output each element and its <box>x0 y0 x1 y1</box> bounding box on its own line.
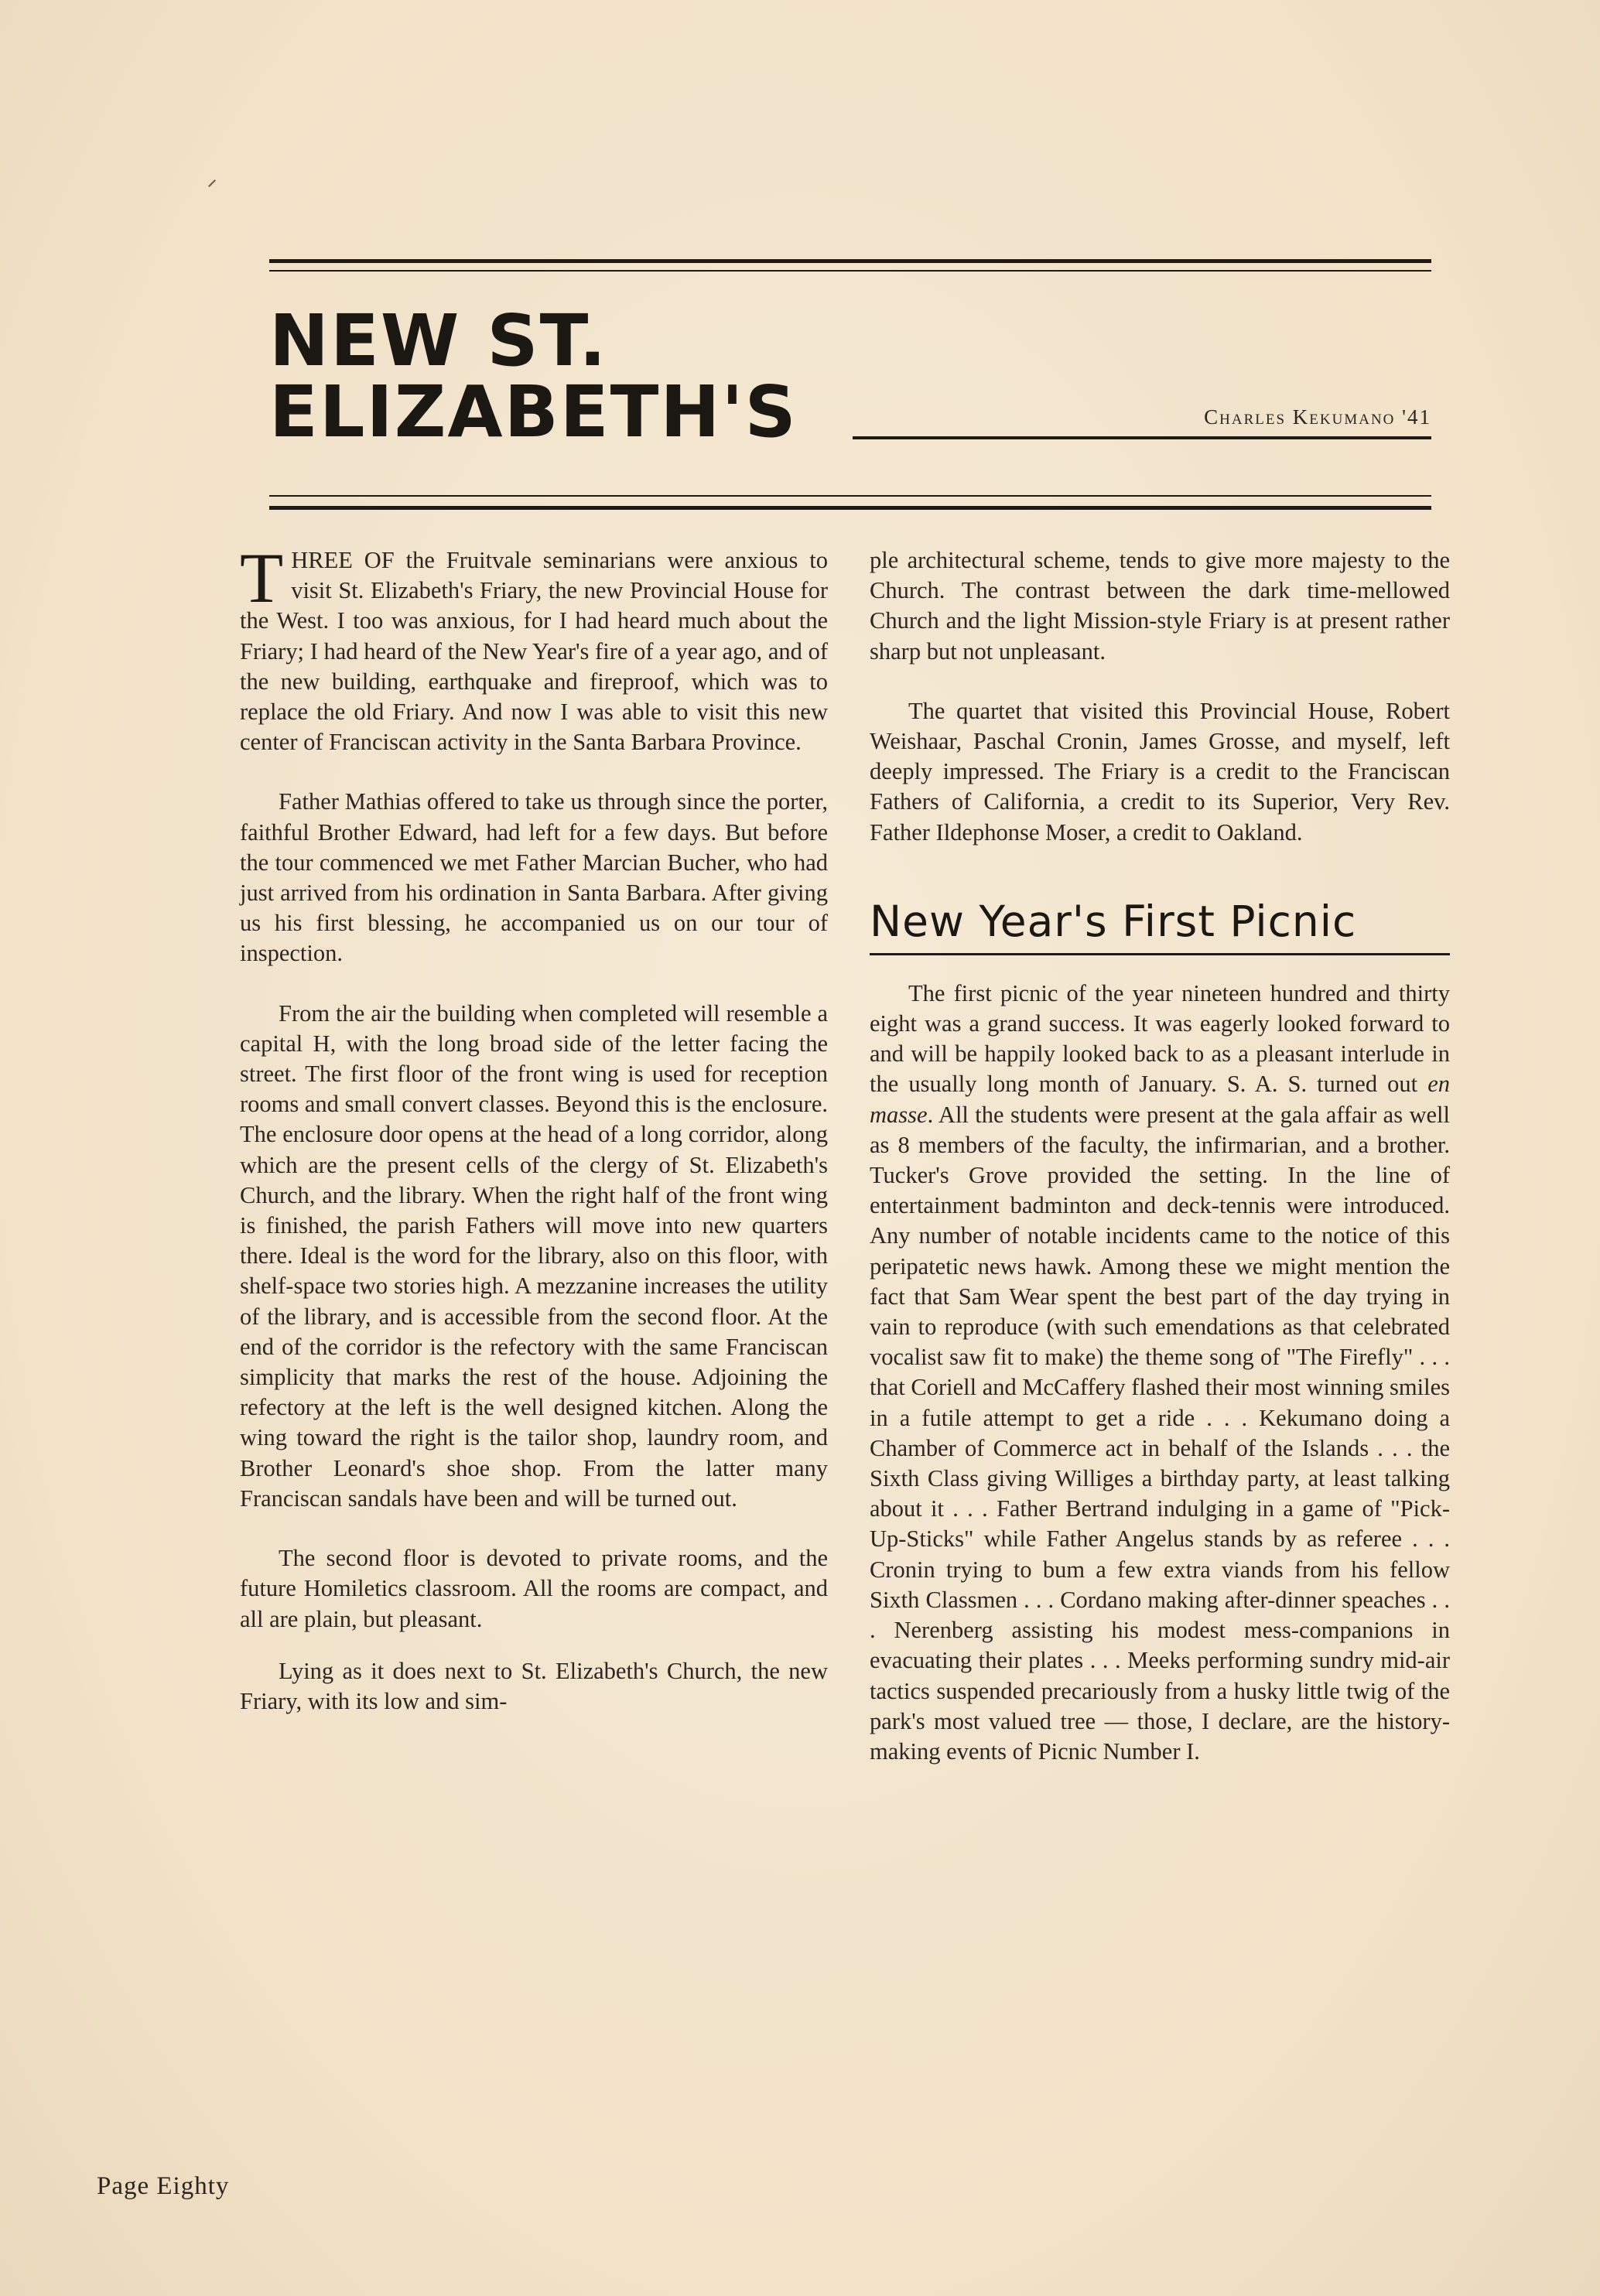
byline-rule <box>853 436 1431 439</box>
right-column <box>870 545 1450 1767</box>
pencil-mark <box>208 179 216 187</box>
drop-cap: T <box>240 538 284 617</box>
paragraph-building: From the air the building when completed will resemble a capital H, with the long broad side of the letter facing the street. The first floor of the front wing is used for reception rooms and small convert classes. Beyond this is the enclosure. The enclosure door opens at the head of a long corridor, along which are the present cells of the clergy of St. Elizabeth's Church, and the library. When the right half of the front wing is finished, the parish Fathers will move into new quarters there. Ideal is the word for the library, also on this floor, with shelf-space two stories high. A mezzanine increases the utility of the library, and is accessible from the second floor. At the end of the corridor is the refectory with the same Franciscan simplicity that marks the rest of the house. Adjoining the refectory at the left is the well designed kitchen. Along the wing toward the right is the tailor shop, laundry room, and Brother Leonard's shoe shop. From the latter many Franciscan sandals have been and will be turned out. <box>240 999 828 1512</box>
header-rule-thick <box>269 506 1431 510</box>
top-rule-thick <box>269 259 1431 263</box>
left-column <box>240 538 828 1717</box>
paragraph-church: Lying as it does next to St. Elizabeth's Church, the new Friary, with its low and sim- <box>240 1657 828 1714</box>
paragraph-continuation: ple architectural scheme, tends to give more majesty to the Church. The contrast between the dark time-mellowed Church and the light Mission-style Friary is at present rather sharp but not unpleasant. <box>870 547 1450 665</box>
picnic-text-emphasis: en masse <box>870 1071 1450 1128</box>
header-rule-thin <box>269 495 1431 497</box>
picnic-text-b: . All the students were present at the gala affair as well as 8 members of the faculty, the infirmarian, and a brother. Tucker's Grove provided the setting. In the line of entertainment badminton and deck-tennis were introduced. Any number of notable incidents came to the notice of this peripatetic news hawk. Among these we might mention the fact that Sam Wear spent the best part of the day trying in vain to reproduce (with such emendations as that celebrated vocalist saw fit to make) the theme song of "The Firefly" . . . that Coriell and McCaffery flashed their most winning smiles in a futile attempt to get a ride . . . Kekumano doing a Chamber of Commerce act in behalf of the Islands . . . the Sixth Class giving Williges a birthday party, at least talking about it . . . Father Bertrand indulging in a game of "Pick-Up-Sticks" while Father Angelus stands by as referee . . . Cronin trying to bum a few extra viands from his fellow Sixth Classmen . . . Cordano making after-dinner speaches . . . Nerenberg assisting his modest mess-companions in evacuating their plates . . . Meeks performing sundry mid-air tactics suspended precariously from a husky little twig of the park's most valued tree — those, I declare, are the history-making events of Picnic Number I. <box>870 1101 1450 1765</box>
page-number: Page Eighty <box>97 2172 230 2200</box>
top-rule-thin <box>269 270 1431 272</box>
paragraph-second-floor: The second floor is devoted to private rooms, and the future Homiletics classroom. All the rooms are compact, and all are plain, but pleasant. <box>240 1545 828 1632</box>
intro-text: HREE OF the Fruitvale seminarians were anxious to visit St. Elizabeth's Friary, the new Provincial House for the West. I too was anxious, for I had heard much about the Friary; I had heard of the New Year's fire of a year ago, and of the new building, earthquake and fireproof, which was to replace the old Friary. And now I was able to visit this new center of Franciscan activity in the Santa Barbara Province. <box>240 547 828 756</box>
picnic-text-a: The first picnic of the year nineteen hundred and thirty eight was a grand success. It was eagerly looked forward to and will be happily looked back to as a pleasant interlude in the usually long month of January. S. A. S. turned out <box>870 979 1450 1098</box>
paragraph-picnic <box>870 979 1450 1767</box>
picnic-heading: New Year's First Picnic <box>870 896 1450 955</box>
paragraph-quartet: The quartet that visited this Provincial House, Robert Weishaar, Paschal Cronin, James Grosse, and myself, left deeply impressed. The Friary is a credit to the Franciscan Fathers of California, a credit to its Superior, Very Rev. Father Ildephonse Moser, a credit to Oakland. <box>870 697 1450 846</box>
paragraph-intro <box>240 538 828 757</box>
article-byline: Charles Kekumano '41 <box>1204 405 1431 429</box>
article-title: NEW ST. ELIZABETH'S <box>269 299 798 453</box>
paragraph-tour: Father Mathias offered to take us through since the porter, faithful Brother Edward, had left for a few days. But before the tour commenced we met Father Marcian Bucher, who had just arrived from his ordination in Santa Barbara. After giving us his first blessing, he accompanied us on our tour of inspection. <box>240 788 828 967</box>
